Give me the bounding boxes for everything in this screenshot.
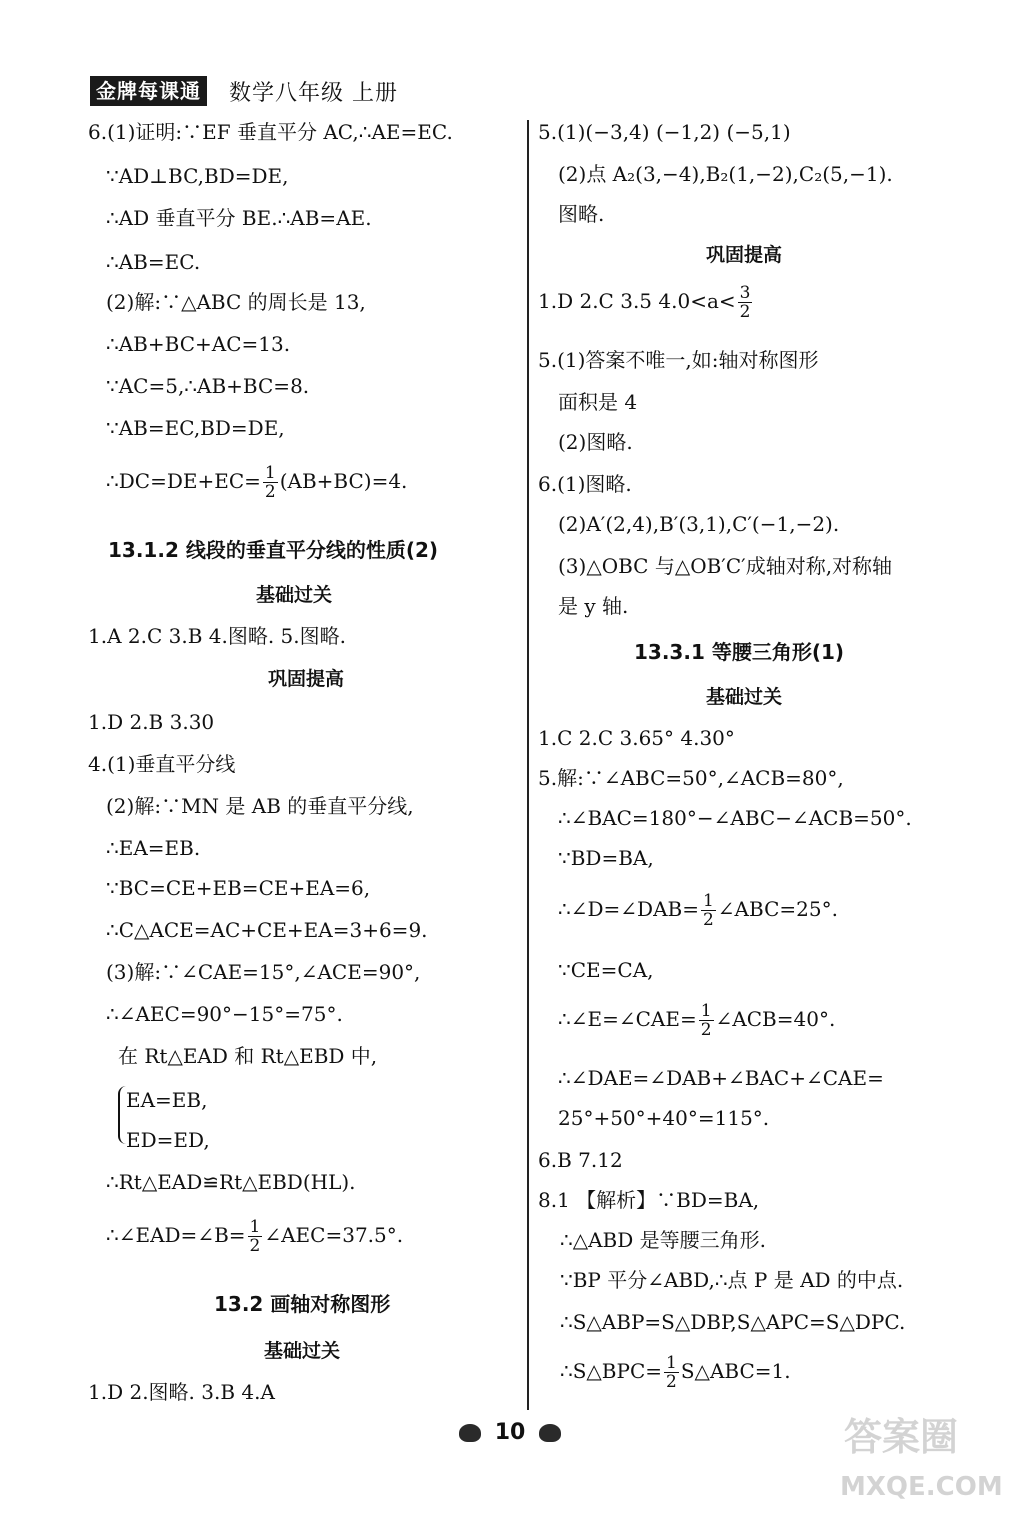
numerator: 1	[700, 1001, 712, 1021]
answer-line: ∴△ABD 是等腰三角形.	[560, 1228, 766, 1252]
section-title: 13.2 画轴对称图形	[214, 1292, 391, 1316]
subsection-title: 巩固提高	[268, 668, 345, 690]
answer-line: ∵BP 平分∠ABD,∴点 P 是 AD 的中点.	[560, 1268, 904, 1292]
answer-line: 5.(1)(−3,4) (−1,2) (−5,1)	[538, 120, 791, 144]
answer-line: 图略.	[558, 202, 605, 226]
answer-line: 在 Rt△EAD 和 Rt△EBD 中,	[118, 1044, 378, 1068]
numerator: 1	[702, 891, 714, 911]
answer-line: 是 y 轴.	[558, 594, 629, 618]
answer-line: 8.1 【解析】∵BD=BA,	[538, 1188, 760, 1212]
answer-line-fraction	[558, 1002, 835, 1039]
answer-line: 6.(1)证明:∵EF 垂直平分 AC,∴AE=EC.	[88, 120, 453, 144]
denominator: 2	[702, 910, 714, 930]
answer-line: (2)解:∵MN 是 AB 的垂直平分线,	[106, 794, 414, 818]
fraction	[664, 1354, 679, 1391]
answer-line: (3)解:∵∠CAE=15°,∠ACE=90°,	[106, 960, 421, 984]
line-text: ∠ACB=40°.	[715, 1007, 836, 1031]
answer-line: (2)图略.	[558, 430, 633, 454]
fraction	[263, 464, 278, 501]
answer-line: 6.(1)图略.	[538, 472, 632, 496]
answer-line: ∴∠BAC=180°−∠ABC−∠ACB=50°.	[558, 806, 912, 830]
brand-label: 金牌每课通	[90, 76, 207, 106]
column-divider	[527, 120, 529, 1410]
answer-line-fraction	[560, 1354, 791, 1391]
line-text: ∠AEC=37.5°.	[264, 1223, 404, 1247]
answer-line-fraction	[538, 284, 754, 321]
answer-line: ∵BC=CE+EB=CE+EA=6,	[106, 876, 371, 900]
answer-line: 1.D 2.B 3.30	[88, 710, 215, 734]
denominator: 2	[249, 1236, 261, 1256]
numerator: 1	[666, 1353, 677, 1373]
fraction	[699, 1002, 714, 1039]
book-subtitle: 数学八年级 上册	[229, 80, 398, 106]
numerator: 3	[739, 283, 751, 303]
answer-line: ∴∠DAE=∠DAB+∠BAC+∠CAE=	[558, 1066, 884, 1090]
line-text: ∴DC=DE+EC=	[106, 469, 261, 493]
section-title: 13.3.1 等腰三角形(1)	[634, 640, 845, 664]
answer-line: (2)点 A₂(3,−4),B₂(1,−2),C₂(5,−1).	[558, 162, 893, 186]
fraction	[248, 1218, 263, 1255]
line-text: ∴∠D=∠DAB=	[558, 897, 699, 921]
answer-line: ∴C△ACE=AC+CE+EA=3+6=9.	[106, 918, 428, 942]
answer-line: 4.(1)垂直平分线	[88, 752, 236, 776]
answer-line: ∵AB=EC,BD=DE,	[106, 416, 285, 440]
denominator: 2	[666, 1372, 677, 1392]
subsection-title: 基础过关	[256, 584, 333, 606]
line-text: S△ABC=1.	[680, 1359, 791, 1383]
line-text: ∴∠EAD=∠B=	[106, 1223, 246, 1247]
watermark-url: MXQE.COM	[840, 1472, 1003, 1502]
subsection-title: 基础过关	[264, 1340, 341, 1362]
answer-line-fraction	[106, 464, 407, 501]
answer-line: ∵AC=5,∴AB+BC=8.	[106, 374, 310, 398]
answer-line: 1.A 2.C 3.B 4.图略. 5.图略.	[88, 624, 346, 648]
numerator: 1	[264, 463, 276, 483]
answer-line: ∴AD 垂直平分 BE.∴AB=AE.	[106, 206, 372, 230]
answer-line: 1.C 2.C 3.65° 4.30°	[538, 726, 735, 750]
line-text: ∴S△BPC=	[560, 1359, 663, 1383]
answer-line: ∴∠AEC=90°−15°=75°.	[106, 1002, 343, 1026]
line-text: ∠ABC=25°.	[717, 897, 838, 921]
section-title: 13.1.2 线段的垂直平分线的性质(2)	[108, 538, 439, 562]
denominator: 2	[700, 1020, 712, 1040]
answer-line: ∵BD=BA,	[558, 846, 654, 870]
answer-line: 面积是 4	[558, 390, 638, 414]
line-text: 1.D 2.C 3.5 4.0<a<	[538, 289, 736, 313]
denominator: 2	[739, 302, 751, 322]
numerator: 1	[249, 1217, 261, 1237]
answer-line: ∴Rt△EAD≌Rt△EBD(HL).	[106, 1170, 356, 1194]
answer-line-fraction	[106, 1218, 403, 1255]
answer-line: (2)A′(2,4),B′(3,1),C′(−1,−2).	[558, 512, 840, 536]
answer-line: 5.(1)答案不唯一,如:轴对称图形	[538, 348, 819, 372]
answer-line: ∴AB+BC+AC=13.	[106, 332, 291, 356]
fraction	[701, 892, 716, 929]
answer-line: 6.B 7.12	[538, 1148, 623, 1172]
answer-line: ∵CE=CA,	[558, 958, 654, 982]
line-text: (AB+BC)=4.	[279, 469, 408, 493]
watermark-logo	[836, 1406, 1006, 1526]
fraction	[738, 284, 753, 321]
page-header	[90, 74, 398, 108]
subsection-title: 巩固提高	[706, 244, 783, 266]
line-text: ∴∠E=∠CAE=	[558, 1007, 697, 1031]
answer-line-fraction	[558, 892, 838, 929]
answer-line: (3)△OBC 与△OB′C′成轴对称,对称轴	[558, 554, 893, 578]
answer-line: 25°+50°+40°=115°.	[558, 1106, 770, 1130]
page-number: 10	[494, 1420, 526, 1445]
leaf-icon	[459, 1424, 481, 1442]
watermark-text: 答案圈	[844, 1415, 959, 1459]
answer-line: ∴S△ABP=S△DBP,S△APC=S△DPC.	[560, 1310, 906, 1334]
answer-line: ∵AD⊥BC,BD=DE,	[106, 164, 289, 188]
answer-line: (2)解:∵△ABC 的周长是 13,	[106, 290, 366, 314]
denominator: 2	[264, 482, 276, 502]
answer-line: EA=EB,	[126, 1088, 208, 1112]
equation-brace	[118, 1086, 128, 1144]
subsection-title: 基础过关	[706, 686, 783, 708]
answer-line: ED=ED,	[126, 1128, 210, 1152]
answer-line: 1.D 2.图略. 3.B 4.A	[88, 1380, 275, 1404]
answer-line: ∴AB=EC.	[106, 250, 201, 274]
leaf-icon	[539, 1424, 561, 1442]
answer-line: 5.解:∵∠ABC=50°,∠ACB=80°,	[538, 766, 844, 790]
answer-line: ∴EA=EB.	[106, 836, 201, 860]
